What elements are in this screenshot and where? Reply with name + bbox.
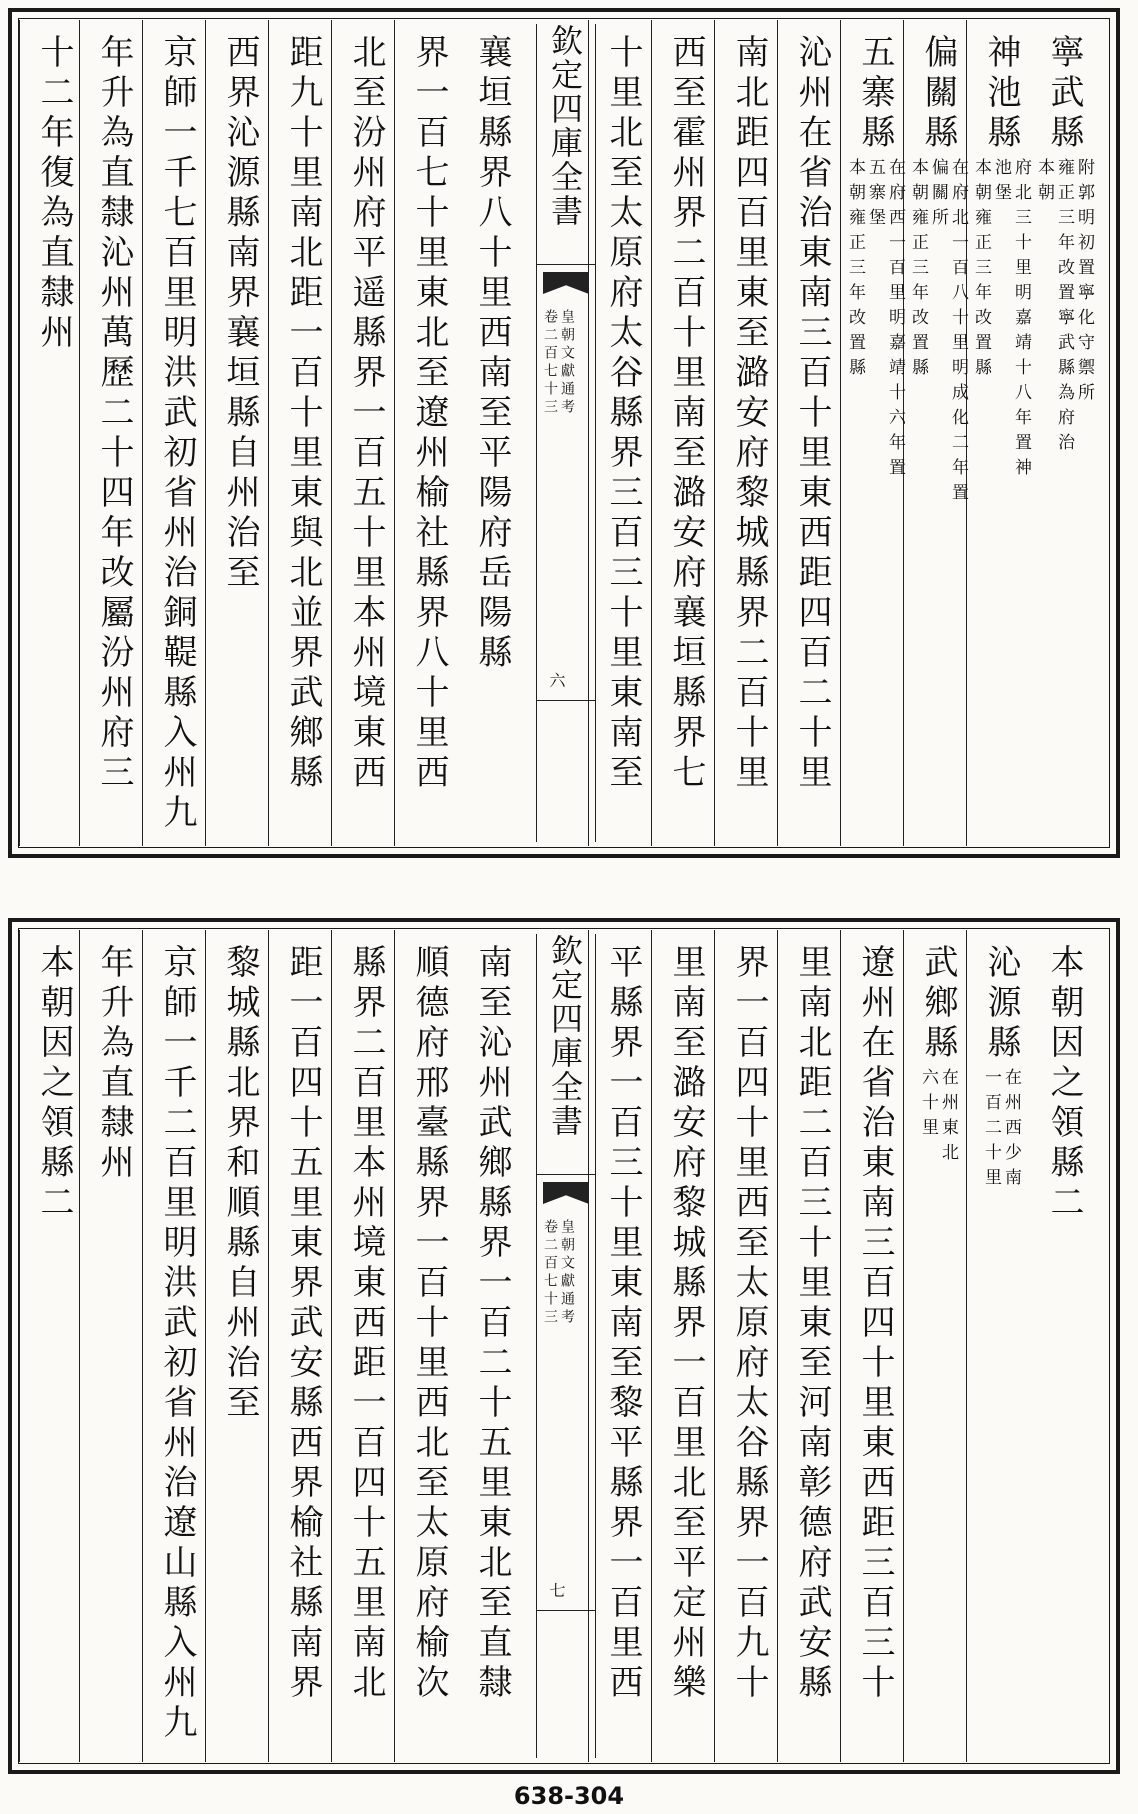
county-name: 武鄉縣 [918, 944, 958, 1064]
text-column [603, 944, 643, 1748]
text-column [845, 34, 905, 832]
text-line: 西界沁源縣南界襄垣縣自州治至 [220, 34, 260, 594]
text-line: 平縣界一百三十里東南至黎平縣界一百里西 [603, 944, 643, 1704]
text-line: 界一百七十里東北至遼州榆社縣界八十里西 [409, 34, 449, 794]
text-column [918, 944, 958, 1748]
page-number: 六 [547, 672, 566, 688]
annotation-line: 本朝 [1034, 158, 1054, 208]
text-line: 十二年復為直隸州 [34, 34, 74, 354]
text-column [971, 34, 1031, 832]
text-line: 西至霍州界二百十里南至潞安府襄垣縣界七 [666, 34, 706, 794]
text-column [1044, 944, 1084, 1748]
text-line: 里南至潞安府黎城縣界一百里北至平定州樂 [666, 944, 706, 1704]
text-line: 年升為直隸州 [94, 944, 134, 1184]
text-column [94, 944, 134, 1748]
annotation-line: 在府北一百八十里明成化二年置 [948, 158, 968, 508]
county-name: 沁源縣 [981, 944, 1021, 1064]
county-name: 五寨縣 [855, 34, 895, 154]
annotation-line: 附郭明初置寧化守禦所 [1074, 158, 1094, 408]
text-line: 縣界二百里本州境東西距一百四十五里南北 [346, 944, 386, 1704]
text-column [409, 944, 449, 1748]
text-line: 沁州在省治東南三百十里東西距四百二十里 [792, 34, 832, 794]
annotation-line: 府北三十里明嘉靖十八年置神 [1011, 158, 1031, 483]
annotation [918, 1068, 958, 1168]
text-column [855, 944, 895, 1748]
text-column [908, 34, 968, 832]
annotation [971, 158, 1031, 483]
text-line: 南至沁州武鄉縣界一百二十五里東北至直隸 [472, 944, 512, 1704]
annotation-line: 在府西一百里明嘉靖十六年置 [885, 158, 905, 483]
bottom-page [8, 918, 1120, 1774]
source-title: 皇朝文獻通考 [559, 309, 575, 417]
text-column [792, 944, 832, 1748]
source-title: 皇朝文獻通考 [559, 1219, 575, 1327]
county-name: 偏關縣 [918, 34, 958, 154]
text-line: 界一百四十里西至太原府太谷縣界一百九十 [729, 944, 769, 1704]
annotation-line: 本朝雍正三年改置縣 [971, 158, 991, 383]
text-line: 黎城縣北界和順縣自州治至 [220, 944, 260, 1424]
annotation-line: 雍正三年改置寧武縣為府治 [1054, 158, 1074, 458]
source-volume: 卷二百七十三 [542, 1219, 558, 1327]
text-column [603, 34, 643, 832]
text-column [981, 944, 1021, 1748]
annotation-line: 偏關所 [928, 158, 948, 233]
annotation-line: 本朝雍正三年改置縣 [845, 158, 865, 383]
source-volume: 卷二百七十三 [542, 309, 558, 417]
rule [537, 700, 595, 701]
text-column [346, 34, 386, 832]
text-column [346, 944, 386, 1748]
annotation-line: 本朝雍正三年改置縣 [908, 158, 928, 383]
source-label [541, 1219, 575, 1327]
annotation [908, 158, 968, 508]
annotation [845, 158, 905, 483]
center-fold [536, 24, 596, 842]
annotation-line: 在州東北 [938, 1068, 958, 1168]
center-fold [536, 934, 596, 1758]
text-column [283, 944, 323, 1748]
rule [537, 1610, 595, 1611]
text-column [1034, 34, 1094, 832]
annotation [981, 1068, 1021, 1193]
text-line: 本朝因之領縣二 [34, 944, 74, 1224]
text-column [472, 34, 512, 832]
annotation-line: 六十里 [918, 1068, 938, 1143]
text-line: 距一百四十五里東界武安縣西界榆社縣南界 [283, 944, 323, 1704]
book-title: 欽定四庫全書 [546, 24, 584, 228]
text-column [729, 34, 769, 832]
text-line: 襄垣縣界八十里西南至平陽府岳陽縣 [472, 34, 512, 674]
text-line: 本朝因之領縣二 [1044, 944, 1084, 1224]
annotation [1034, 158, 1094, 458]
annotation-line: 在州西少南 [1001, 1068, 1021, 1193]
text-column [409, 34, 449, 832]
text-line: 距九十里南北距一百十里東與北並界武鄉縣 [283, 34, 323, 794]
county-name: 神池縣 [981, 34, 1021, 154]
rule [537, 1174, 595, 1175]
top-page [8, 8, 1120, 858]
annotation-line: 池堡 [991, 158, 1011, 208]
book-title: 欽定四庫全書 [546, 934, 584, 1138]
text-line: 京師一千七百里明洪武初省州治銅鞮縣入州九 [157, 34, 197, 834]
text-column [666, 944, 706, 1748]
text-line: 十里北至太原府太谷縣界三百三十里東南至 [603, 34, 643, 794]
folio-number: 638-304 [513, 1782, 625, 1810]
fishtail-mark [543, 272, 589, 294]
annotation-line: 五寨堡 [865, 158, 885, 233]
text-column [729, 944, 769, 1748]
text-line: 遼州在省治東南三百四十里東西距三百三十 [855, 944, 895, 1704]
source-label [541, 309, 575, 417]
annotation-line: 一百二十里 [981, 1068, 1001, 1193]
text-column [792, 34, 832, 832]
text-line: 順德府邢臺縣界一百十里西北至太原府榆次 [409, 944, 449, 1704]
text-column [666, 34, 706, 832]
text-line: 里南北距二百三十里東至河南彰德府武安縣 [792, 944, 832, 1704]
rule [537, 264, 595, 265]
text-line: 北至汾州府平遥縣界一百五十里本州境東西 [346, 34, 386, 794]
text-column [220, 34, 260, 832]
county-name: 寧武縣 [1044, 34, 1084, 154]
text-line: 年升為直隸沁州萬歷二十四年改屬汾州府三 [94, 34, 134, 794]
text-line: 南北距四百里東至潞安府黎城縣界二百十里 [729, 34, 769, 794]
text-column [220, 944, 260, 1748]
page-number: 七 [547, 1582, 566, 1598]
text-column [472, 944, 512, 1748]
text-line: 京師一千二百里明洪武初省州治遼山縣入州九 [157, 944, 197, 1744]
fishtail-mark [543, 1182, 589, 1204]
text-column [157, 34, 197, 832]
text-column [34, 34, 74, 832]
text-column [157, 944, 197, 1748]
text-column [34, 944, 74, 1748]
text-column [283, 34, 323, 832]
text-column [94, 34, 134, 832]
